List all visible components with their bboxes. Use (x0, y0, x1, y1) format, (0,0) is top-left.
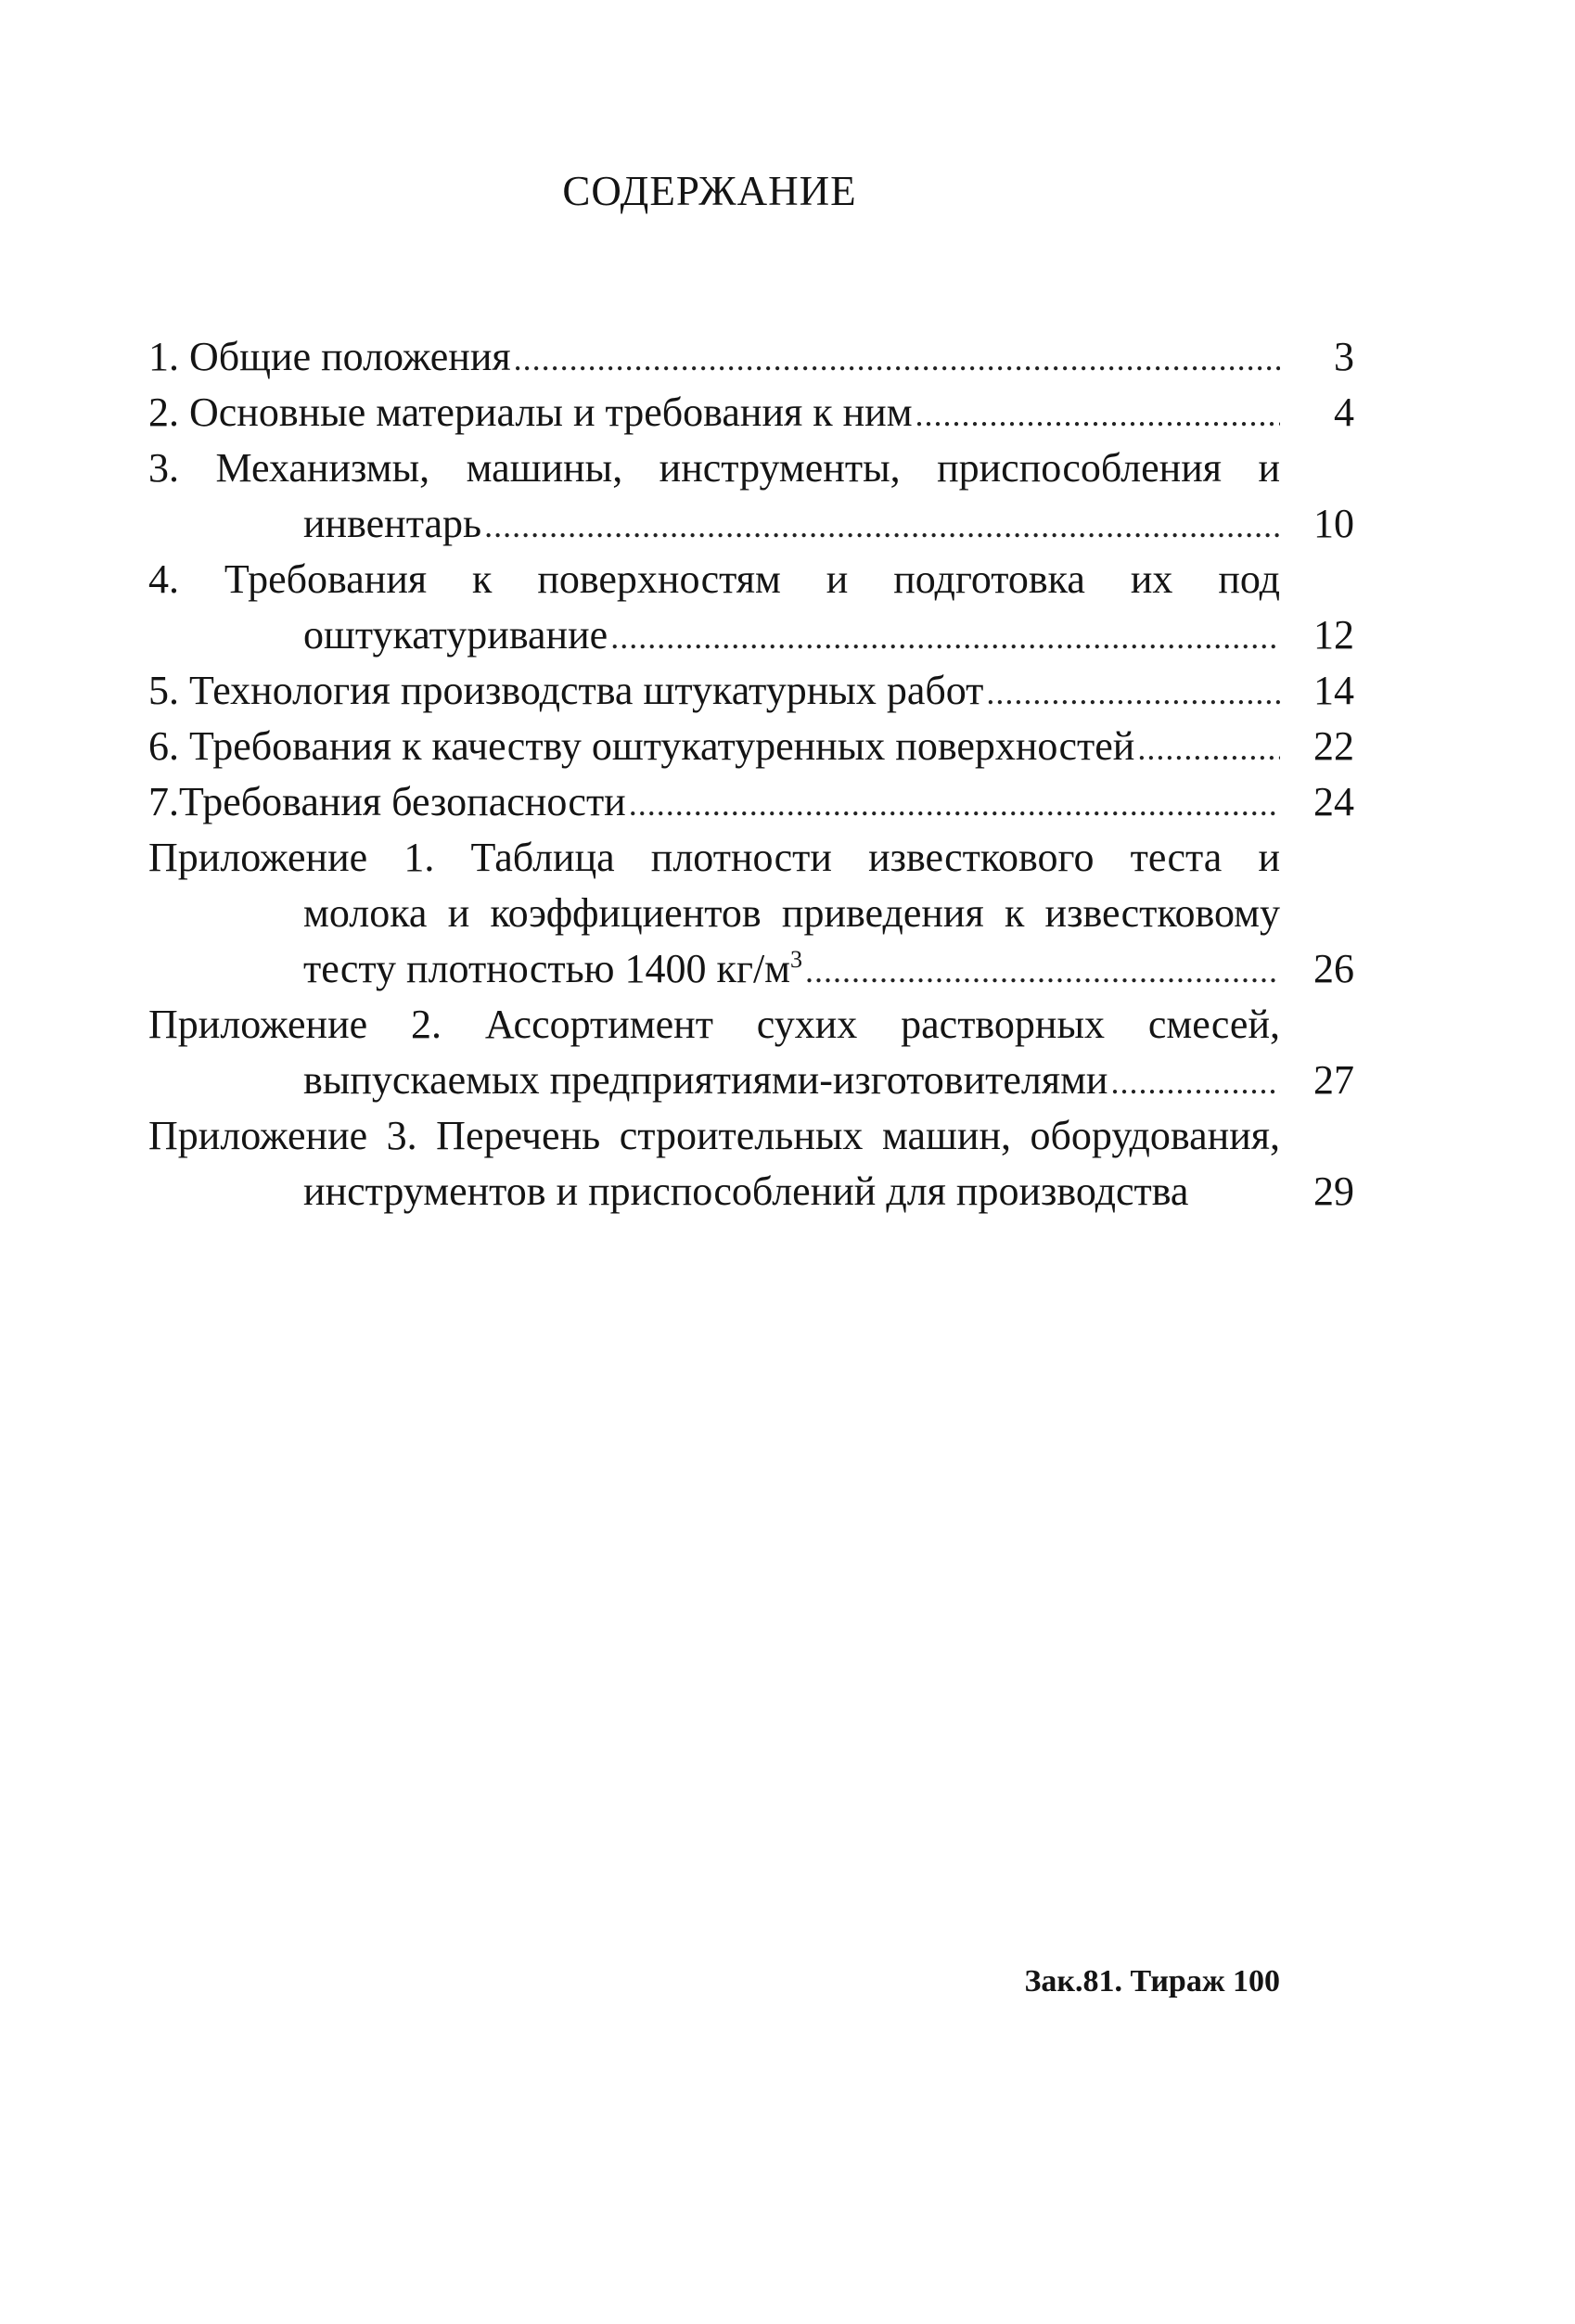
print-run-info: Зак.81. Тираж 100 (1024, 1964, 1280, 1998)
toc-line (148, 441, 1280, 496)
toc-line (148, 663, 1280, 719)
toc-line-continuation (148, 1053, 1280, 1108)
toc-line-continuation (148, 496, 1280, 552)
toc-entry-2[interactable] (148, 385, 1354, 441)
toc-line (148, 329, 1280, 385)
page-title: СОДЕРЖАНИЕ (562, 168, 857, 214)
toc-page-number: 12 (1313, 612, 1354, 658)
toc-entry-4[interactable] (148, 552, 1354, 663)
table-of-contents (148, 329, 1354, 1219)
toc-entry-title-continuation: инструментов и приспособлений для производства (303, 1168, 1189, 1214)
dot-leader (916, 387, 1280, 441)
toc-line (148, 1108, 1280, 1164)
toc-entry-title: 4. Требования к поверхностям и подготовка их под (148, 556, 1280, 602)
toc-line (148, 997, 1280, 1053)
toc-page-number: 10 (1313, 501, 1354, 546)
toc-line (148, 385, 1280, 441)
toc-entry-6[interactable] (148, 719, 1354, 774)
dot-leader (805, 943, 1280, 997)
toc-page-number: 14 (1313, 668, 1354, 713)
toc-page-number: 24 (1313, 779, 1354, 824)
toc-page-number: 22 (1313, 723, 1354, 769)
dot-leader (1137, 721, 1280, 774)
toc-line-continuation (148, 886, 1280, 941)
toc-entry-1[interactable] (148, 329, 1354, 385)
toc-line (148, 719, 1280, 774)
superscript-exponent: 3 (790, 946, 803, 973)
toc-entry-title: 1. Общие положения (148, 334, 511, 379)
toc-entry-title-continuation: инвентарь (303, 501, 482, 546)
dot-leader (610, 609, 1280, 663)
toc-line (148, 552, 1280, 607)
dot-leader (484, 498, 1280, 552)
toc-line-continuation (148, 1164, 1280, 1219)
toc-entry-5[interactable] (148, 663, 1354, 719)
dot-leader (514, 331, 1280, 385)
toc-entry-appendix-1[interactable] (148, 830, 1354, 997)
toc-page-number: 29 (1313, 1168, 1354, 1214)
toc-entry-title-continuation (303, 941, 802, 997)
toc-entry-title: Приложение 2. Ассортимент сухих растворных смесей, (148, 1002, 1280, 1047)
toc-entry-title-continuation: оштукатуривание (303, 612, 608, 658)
toc-entry-7[interactable] (148, 774, 1354, 830)
toc-page-number: 3 (1334, 334, 1354, 379)
toc-entry-title-continuation: выпускаемых предприятиями-изготовителями (303, 1057, 1108, 1103)
dot-leader (629, 776, 1280, 830)
toc-entry-title: Приложение 3. Перечень строительных машин, оборудования, (148, 1113, 1280, 1158)
toc-entry-3[interactable] (148, 441, 1354, 552)
toc-entry-title: 2. Основные материалы и требования к ним (148, 389, 913, 435)
dot-leader (986, 665, 1280, 719)
toc-page-number: 27 (1313, 1057, 1354, 1103)
toc-page-number: 4 (1334, 389, 1354, 435)
toc-entry-appendix-3[interactable] (148, 1108, 1354, 1219)
toc-entry-title-text: тесту плотностью 1400 кг/м (303, 946, 791, 991)
toc-line (148, 830, 1280, 886)
toc-line-continuation (148, 607, 1280, 663)
toc-entry-title: 6. Требования к качеству оштукатуренных поверхностей (148, 723, 1135, 769)
toc-entry-title: Приложение 1. Таблица плотности известкового теста и (148, 835, 1280, 880)
toc-entry-title: 7.Требования безопасности (148, 779, 626, 824)
dot-leader (1110, 1054, 1280, 1108)
toc-line-continuation (148, 941, 1280, 997)
toc-entry-title: 5. Технология производства штукатурных работ (148, 668, 984, 713)
toc-entry-appendix-2[interactable] (148, 997, 1354, 1108)
toc-entry-title: 3. Механизмы, машины, инструменты, приспособления и (148, 445, 1280, 491)
toc-line (148, 774, 1280, 830)
toc-page-number: 26 (1313, 946, 1354, 991)
toc-entry-title-continuation: молока и коэффициентов приведения к известковому (303, 890, 1280, 936)
